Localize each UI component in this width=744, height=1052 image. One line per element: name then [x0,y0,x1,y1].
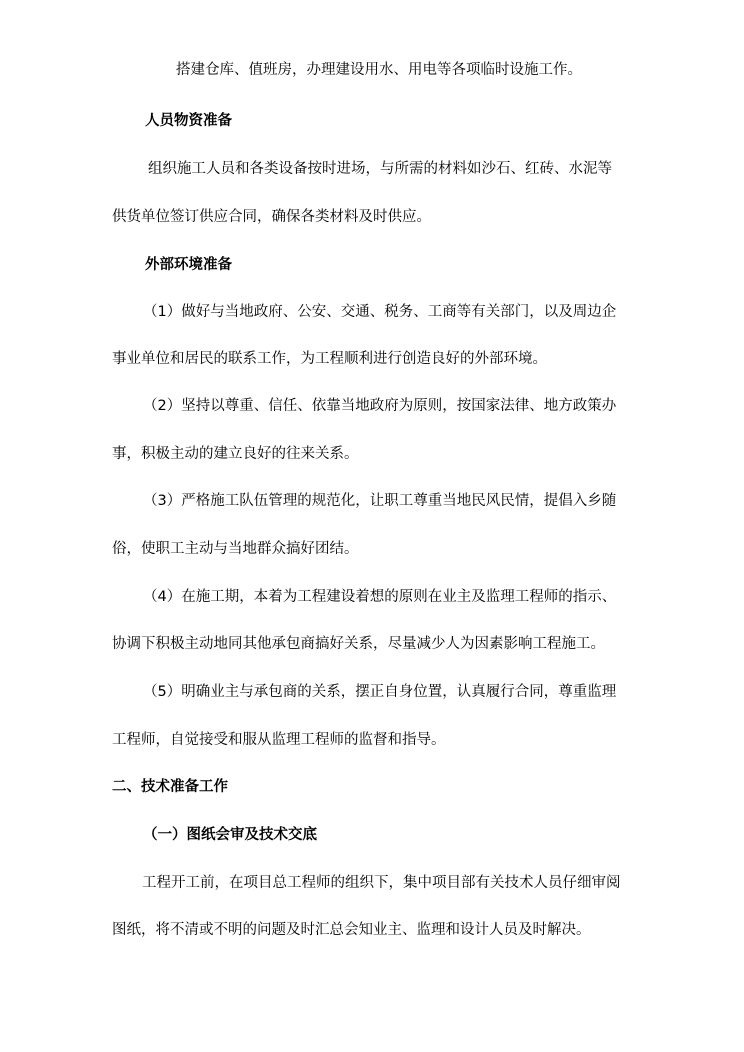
paragraph-line: （3）严格施工队伍管理的规范化，让职工尊重当地民风民情，提倡入乡随 [143,493,617,509]
paragraph-line: 协调下积极主动地同其他承包商搞好关系，尽量减少人为因素影响工程施工。 [112,636,605,652]
paragraph-line: 搭建仓库、值班房，办理建设用水、用电等各项临时设施工作。 [176,62,582,78]
paragraph-line: 俗，使职工主动与当地群众搞好团结。 [112,541,359,557]
paragraph-line: 工程师，自觉接受和服从监理工程师的监督和指导。 [112,732,446,748]
paragraph-line: 事业单位和居民的联系工作，为工程顺利进行创造良好的外部环境。 [112,351,547,367]
paragraph-line: 工程开工前，在项目总工程师的组织下，集中项目部有关技术人员仔细审阅 [142,875,621,891]
subsection-heading: （一）图纸会审及技术交底 [143,827,317,843]
paragraph-line: 图纸，将不清或不明的问题及时汇总会知业主、监理和设计人员及时解决。 [112,922,591,938]
paragraph-line: （2）坚持以尊重、信任、依靠当地政府为原则，按国家法律、地方政策办 [143,398,617,414]
paragraph-line: （4）在施工期，本着为工程建设着想的原则在业主及监理工程师的指示、 [143,589,617,605]
chapter-heading: 二、技术准备工作 [112,779,228,795]
section-heading: 人员物资准备 [145,113,232,129]
paragraph-line: 组织施工人员和各类设备按时进场，与所需的材料如沙石、红砖、水泥等 [148,161,612,177]
paragraph-line: 事，积极主动的建立良好的往来关系。 [112,446,359,462]
section-heading: 外部环境准备 [145,257,232,273]
paragraph-line: 供货单位签订供应合同，确保各类材料及时供应。 [112,209,431,225]
paragraph-line: （1）做好与当地政府、公安、交通、税务、工商等有关部门，以及周边企 [143,304,617,320]
paragraph-line: （5）明确业主与承包商的关系，摆正自身位置，认真履行合同，尊重监理 [143,684,617,700]
